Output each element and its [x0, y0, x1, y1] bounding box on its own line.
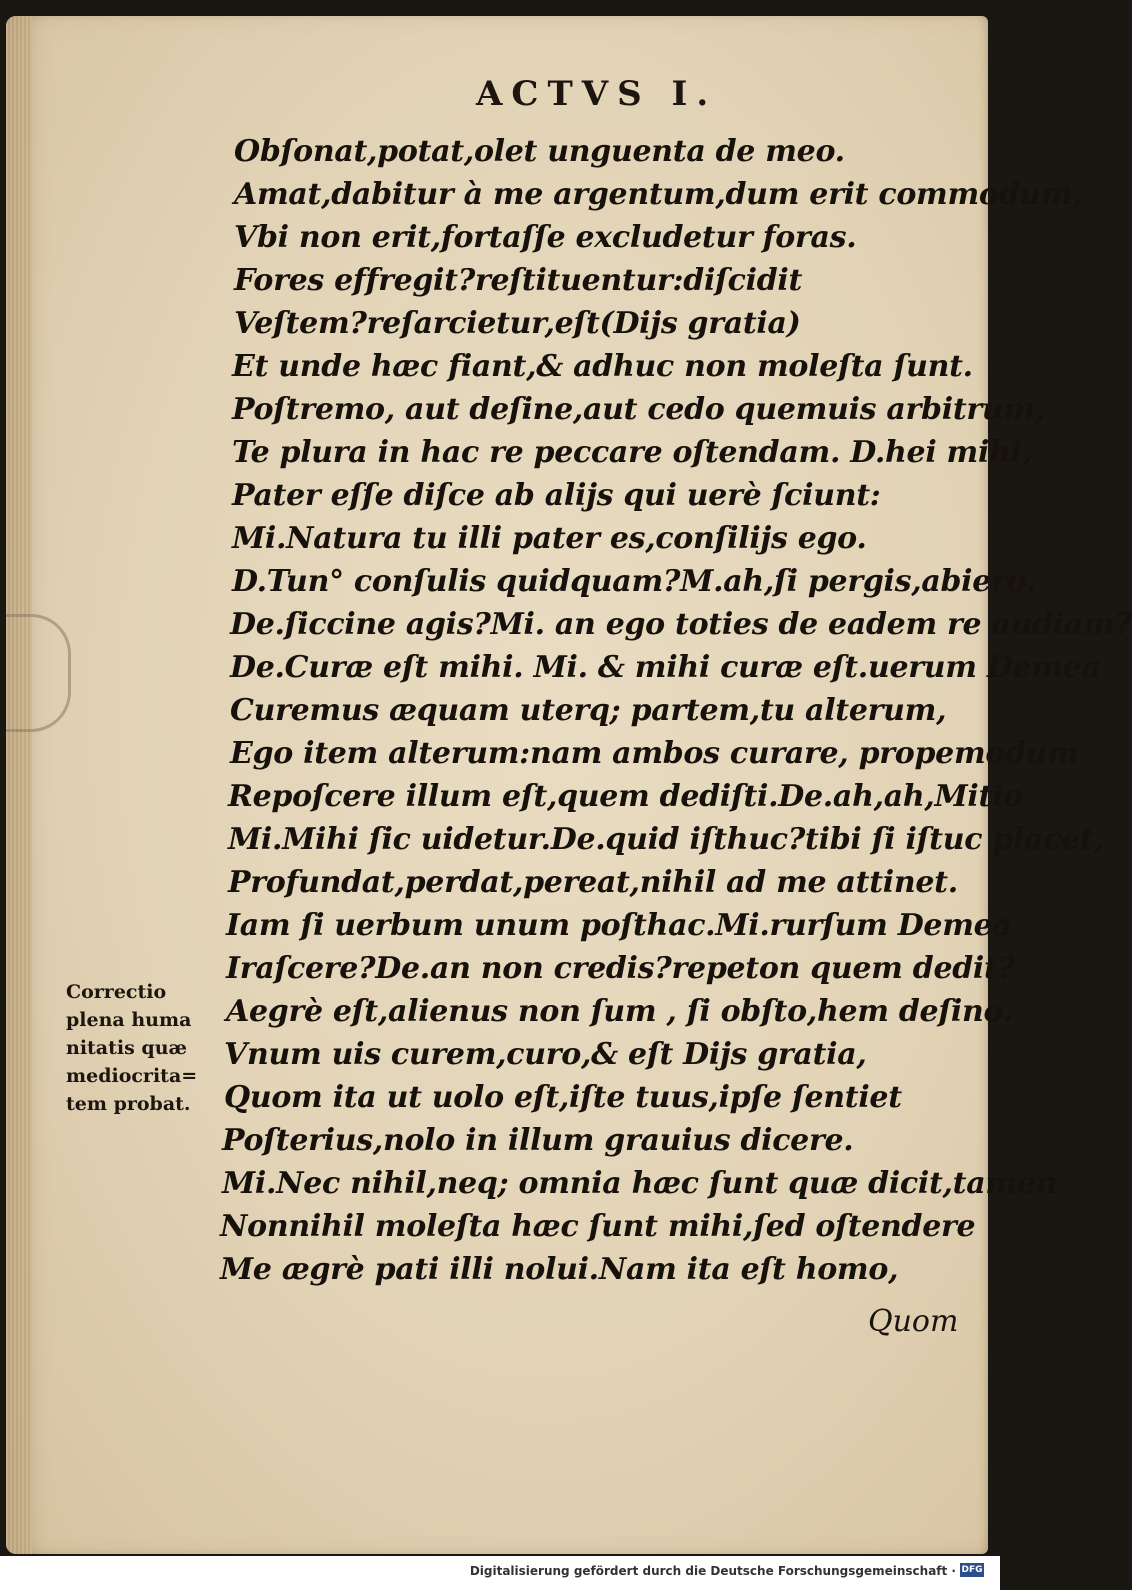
verse-line: Repoſcere illum eſt,quem dediſti.De.ah,ah,Mitio [228, 779, 1023, 814]
verse-line: Vnum uis curem,curo,& eſt Dijs gratia, [224, 1037, 867, 1072]
verse-line: Quom ita ut uolo eſt,iſte tuus,ipſe ſentiet [224, 1080, 902, 1115]
verse-line: Mi.Natura tu illi pater es,conſilijs ego. [232, 521, 867, 556]
verse-line: Mi.Mihi ſic uidetur.De.quid iſthuc?tibi ſi iſtuc placet, [228, 822, 1104, 857]
margin-note-line: Correctio [66, 981, 167, 1003]
book-page [6, 16, 1132, 1554]
margin-note-line: nitatis quæ [66, 1037, 188, 1059]
verse-line: D.Tun° conſulis quidquam?M.ah,ſi pergis,abiero. [232, 564, 1036, 599]
verse-line: Curemus æquam uterq; partem,tu alterum, [230, 693, 947, 728]
verse-line: Pater eſſe diſce ab alijs qui uerè ſciunt: [232, 478, 881, 513]
verse-line: Nonnihil moleſta hæc ſunt mihi,ſed oſtendere [220, 1209, 976, 1244]
verse-line: Veſtem?reſarcietur,eſt(Dijs gratia) [234, 306, 801, 341]
clasp-shadow [6, 614, 71, 732]
footer-bar [0, 1556, 1000, 1590]
verse-line: De.ſiccine agis?Mi. an ego toties de eadem re audiam? [230, 607, 1132, 642]
verse-line: Profundat,perdat,pereat,nihil ad me attinet. [228, 865, 958, 900]
verse-line: Obſonat,potat,olet unguenta de meo. [234, 134, 845, 169]
verse-line: Fores effregit?reſtituentur:diſcidit [234, 263, 803, 298]
verse-line: Vbi non erit,fortaſſe excludetur foras. [234, 220, 857, 255]
running-head: ACTVS I. [476, 74, 718, 114]
verse-line: Ego item alterum:nam ambos curare, propemodum [230, 736, 1079, 771]
margin-note [66, 978, 226, 1118]
verse-line: Poſtremo, aut deſine,aut cedo quemuis arbitrum, [232, 392, 1045, 427]
page-edge [6, 16, 32, 1554]
margin-note-line: mediocrita= [66, 1065, 198, 1087]
verse-line: Iam ſi uerbum unum poſthac.Mi.rurſum Demea [226, 908, 1012, 943]
margin-note-line: tem probat. [66, 1093, 191, 1115]
verse-line: De.Curæ eſt mihi. Mi. & mihi curæ eſt.uerum Demea [230, 650, 1101, 685]
verse-line: Iraſcere?De.an non credis?repeton quem dedit? [226, 951, 1015, 986]
verse-line: Mi.Nec nihil,neq; omnia hæc ſunt quæ dicit,tamen [222, 1166, 1058, 1201]
verse-line: Et unde hæc fiant,& adhuc non moleſta ſunt. [232, 349, 973, 384]
verse-line: Me ægrè pati illi nolui.Nam ita eſt homo, [220, 1252, 899, 1287]
verse-line: Te plura in hac re peccare oſtendam. D.hei mihi, [232, 435, 1032, 470]
catchword: Quom [868, 1304, 959, 1339]
verse-line: Amat,dabitur à me argentum,dum erit commodum, [234, 177, 1083, 212]
margin-note-line: plena huma [66, 1009, 192, 1031]
verse-line: Poſterius,nolo in illum grauius dicere. [222, 1123, 854, 1158]
dfg-logo-icon: DFG [961, 1565, 983, 1575]
footer-credit: Digitalisierung gefördert durch die Deutsche Forschungsgemeinschaft · [469, 1564, 956, 1578]
verse-line: Aegrè eſt,alienus non ſum , ſi obſto,hem deſino. [226, 994, 1013, 1029]
